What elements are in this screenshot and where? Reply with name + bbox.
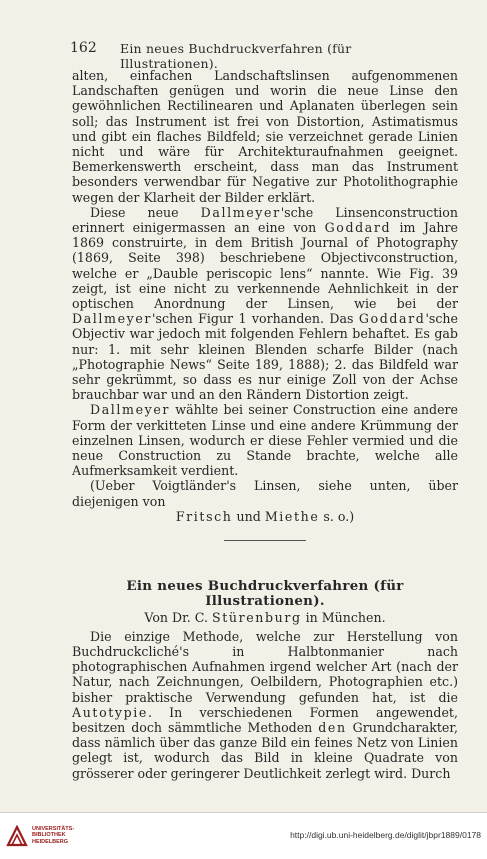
text-run: Diese neue [90, 204, 201, 220]
section-title: Ein neues Buchdruckverfahren (für Illustrationen). [126, 578, 404, 610]
spaced-name: Goddard [324, 220, 392, 236]
page-body [72, 68, 458, 781]
text-run: Grundcharakter, dass nämlich über das ganze Bild ein feines Netz von Linien gelegt ist, wodurch das Bild in kleine Quadrate von grösserer oder geringerer Deutlichkeit zerlegt wird. Durch [72, 719, 458, 781]
spaced-term: den [318, 719, 347, 735]
page-number: 162 [70, 40, 97, 56]
paragraph-4-continuation [72, 509, 458, 524]
paragraph-5 [72, 629, 458, 781]
paragraph-3 [72, 402, 458, 478]
text-run: Von Dr. C. [144, 609, 212, 625]
paragraph-4 [72, 478, 458, 508]
paragraph-1: alten, einfachen Landschaftslinsen aufgenommenen Landschaften genügen und worin die neue Linse den gewöhnlichen Rectilinearen und Aplanaten überlegen sein soll; das Instrument ist frei von Distortion, Astimatismus und gibt ein flaches Bildfeld; sie verzeichnet gerade Linien nicht und wäre für Architekturaufnahmen geeignet. Bemerkenswerth erscheint, dass man das Instrument besonders verwendbar für Negative zur Photolithographie wegen der Klarheit der Bilder erklärt. [72, 68, 458, 205]
text-run: Die einzige Methode, welche zur Herstellung von Buchdruckcliché's in Halbtonmanier nach photographischen Aufnahmen irgend welcher Art (nach der Natur, nach Zeichnungen, Oelbildern, Photographien etc.) bisher praktische Verwendung gefunden hat, ist die [72, 628, 458, 705]
spaced-name: Goddard [358, 311, 426, 327]
text-run: wählte bei seiner Construction eine andere Form der verkitteten Linse und eine andere Krümmung der einzelnen Linsen, wodurch er diese Fehler vermied und die neue Construction zu Stande brachte, welche alle Aufmerksamkeit verdient. [72, 402, 458, 479]
spaced-name: Dallmeyer [90, 402, 171, 418]
permalink-url[interactable]: http://digi.ub.uni-heidelberg.de/diglit/jbpr1889/0178 [290, 830, 481, 840]
section-divider [224, 540, 306, 541]
spaced-name: Stürenburg [211, 609, 302, 625]
library-name: UNIVERSITÄTS- BIBLIOTHEK HEIDELBERG [32, 826, 75, 845]
spaced-name: Fritsch [175, 508, 233, 524]
running-title: Ein neues Buchdruckverfahren (für Illustrationen). [120, 41, 352, 71]
page-header [70, 40, 447, 71]
university-library-logo-icon [6, 825, 28, 847]
paragraph-2 [72, 205, 458, 403]
text-run: und [232, 508, 265, 524]
text-run: 'sche Linsenconstruction erinnert einigermassen an eine von [72, 204, 458, 236]
text-run: 'sche Objectiv war jedoch mit folgenden Fehlern behaftet. Es gab nur: 1. mit sehr kleinen Blenden scharfe Bilder (nach „Photographie News“ Seite 189, 1888); 2. das Bildfeld war sehr gekrümmt, so dass es nur einige Zoll von der Achse brauchbar war und an den Rändern Distortion zeigt. [72, 311, 458, 403]
spaced-term: Autotypie [72, 704, 148, 720]
viewer-footer [0, 812, 487, 859]
text-run: in München. [301, 609, 386, 625]
text-run: im Jahre 1869 construirte, in dem British Journal of Photography (1869, Seite 398) beschriebene Objectivconstruction, welche er „Dauble periscopic lens“ nannte. Wie Fig. 39 zeigt, ist eine nicht zu verkennende Aehnlichkeit in der optischen Anordnung der Linsen, wie bei der [72, 220, 458, 312]
spaced-name: Dallmeyer [72, 311, 153, 327]
text-run: 'schen Figur 1 vorhanden. Das [152, 311, 359, 327]
section-author [72, 610, 458, 625]
spaced-name: Dallmeyer [200, 204, 281, 220]
text-run: . In verschiedenen Formen angewendet, besitzen doch sämmtliche Methoden [72, 704, 458, 735]
text-run: s. o.) [319, 508, 355, 524]
spaced-name: Miethe [264, 508, 320, 524]
text-run: (Ueber Voigtländer's Linsen, siehe unten, über diejenigen von [72, 478, 458, 509]
